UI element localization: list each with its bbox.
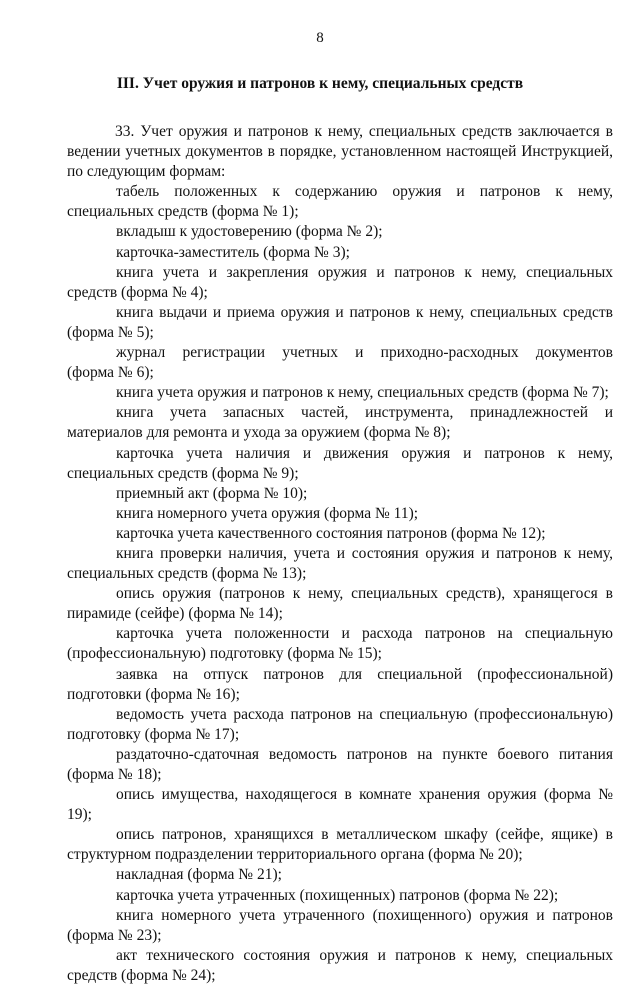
list-item: акт технического состояния оружия и патронов к нему, специальных средств (форма № 24); [67,946,613,984]
intro-paragraph: 33. Учет оружия и патронов к нему, специальных средств заключается в ведении учетных документов в порядке, установленном настоящей Инструкцией, по следующим формам: [67,123,613,181]
list-item: карточка учета наличия и движения оружия и патронов к нему, специальных средств (форма № 9); [67,444,613,482]
list-item: карточка учета качественного состояния патронов (форма № 12); [116,524,546,542]
list-item: книга номерного учета утраченного (похищенного) оружия и патронов (форма № 23); [67,906,613,944]
list-item: раздаточно-сдаточная ведомость патронов на пункте боевого питания (форма № 18); [67,745,613,783]
list-item: заявка на отпуск патронов для специальной (профессиональной) подготовки (форма № 16); [67,665,613,703]
list-item: книга номерного учета оружия (форма № 11); [116,504,419,522]
list-item: книга проверки наличия, учета и состояния оружия и патронов к нему, специальных средств (форма № 13); [67,544,613,583]
list-item: книга учета и закрепления оружия и патронов к нему, специальных средств (форма № 4); [67,263,613,301]
page-number: 8 [316,30,324,46]
list-item: карточка учета положенности и расхода патронов на специальную (профессиональную) подготовку (форма № 15); [67,625,613,663]
list-item: опись патронов, хранящихся в металлическом шкафу (сейфе, ящике) в структурном подразделении территориального органа (форма № 20); [67,826,613,864]
list-item: опись имущества, находящегося в комнате хранения оружия (форма № 19); [67,786,613,824]
list-item: книга учета запасных частей, инструмента, принадлежностей и материалов для ремонта и ухода за оружием (форма № 8); [67,404,613,442]
list-item: книга учета оружия и патронов к нему, специальных средств (форма № 7); [116,384,609,402]
section-heading: III. Учет оружия и патронов к нему, специальных средств [116,75,524,92]
list-item: вкладыш к удостоверению (форма № 2); [116,223,383,241]
list-item: книга выдачи и приема оружия и патронов к нему, специальных средств (форма № 5); [67,303,613,341]
list-item: накладная (форма № 21); [116,866,282,884]
list-item-continuation: (форма № 6); [67,364,154,382]
list-item: табель положенных к содержанию оружия и патронов к нему, специальных средств (форма № 1); [67,183,613,221]
list-item: приемный акт (форма № 10); [116,484,308,502]
body-text [67,122,613,986]
list-item: карточка-заместитель (форма № 3); [116,243,350,261]
list-item: ведомость учета расхода патронов на специальную (профессиональную) подготовку (форма № 17); [67,705,613,743]
list-item: опись оружия (патронов к нему, специальных средств), хранящегося в пирамиде (сейфе) (форма № 14); [67,585,613,623]
list-item: карточка учета утраченных (похищенных) патронов (форма № 22); [116,886,559,904]
list-item: журнал регистрации учетных и приходно-расходных документов [116,344,613,362]
